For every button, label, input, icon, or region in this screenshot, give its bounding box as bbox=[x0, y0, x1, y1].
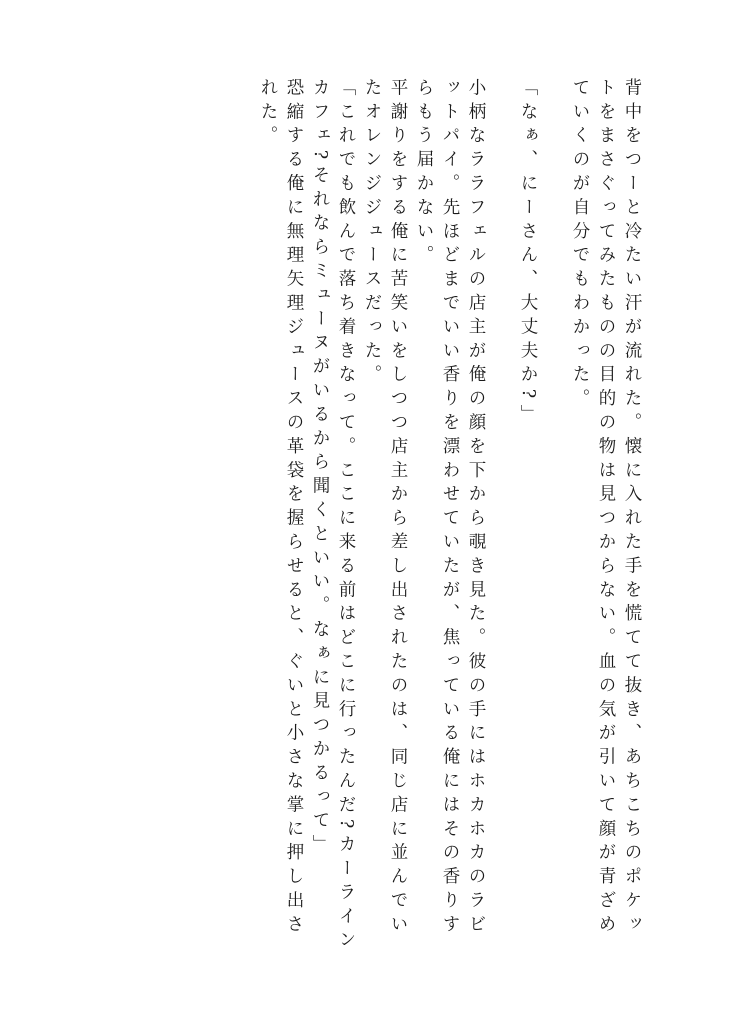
paragraph-5: 「これでも飲んで落ち着きなって。ここに来る前はどこに行ったんだ?カーラインカフェ?それならミューヌがいるから聞くといい。なぁに見つかるって」 bbox=[310, 78, 356, 955]
paragraph-1: 背中をつーと冷たい汗が流れた。懐に入れた手を慌てて抜き、あちこちのポケットをまさぐってみたものの目的の物は見つからない。血の気が引いて顔が青ざめていくのが自分でもわかった。 bbox=[570, 78, 642, 939]
paragraph-6: 恐縮する俺に無理矢理ジュースの革袋を握らせると、ぐいと小さな掌に押し出された。 bbox=[258, 78, 304, 939]
blank-line bbox=[489, 78, 515, 958]
novel-text bbox=[255, 78, 645, 958]
blank-line bbox=[541, 78, 567, 958]
paragraph-3: 小柄なララフェルの店主が俺の顔を下から覗き見た。彼の手にはホカホカのラビットパイ。先ほどまでいい香りを漂わせていたが、焦っている俺にはその香りすらもう届かない。 bbox=[414, 78, 486, 939]
paragraph-2: 「なぁ、にーさん、大丈夫か?」 bbox=[518, 78, 538, 429]
paragraph-4: 平謝りをする俺に苦笑いをしつつ店主から差し出されたのは、同じ店に並んでいたオレンジジュースだった。 bbox=[362, 78, 408, 939]
